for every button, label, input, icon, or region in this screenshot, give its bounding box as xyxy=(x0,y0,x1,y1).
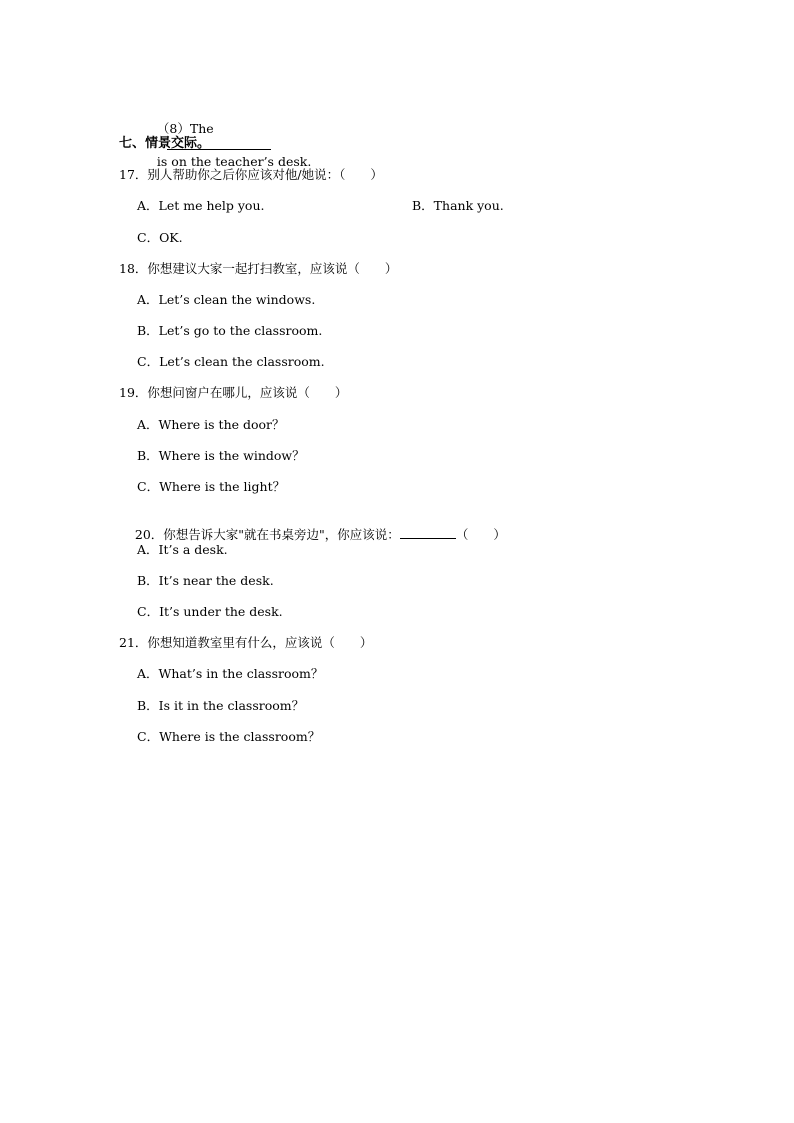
question-21-option-c: C．Where is the classroom？ xyxy=(137,729,321,744)
question-17-option-b: B．Thank you. xyxy=(412,198,504,213)
question-20-option-b: B．It’s near the desk. xyxy=(137,573,274,588)
question-17-option-a: A．Let me help you. xyxy=(137,198,265,213)
question-19-option-b: B．Where is the window？ xyxy=(137,448,305,463)
question-20-option-a: A．It’s a desk. xyxy=(137,542,228,557)
question-18-option-a: A．Let’s clean the windows. xyxy=(137,292,316,307)
question-17-option-c: C．OK. xyxy=(137,230,183,245)
question-20-stem-text: 20．你想告诉大家"就在书桌旁边"，你应该说： xyxy=(134,527,400,542)
fill-blank-suffix: is on the teacher’s desk. xyxy=(156,154,312,169)
question-20-stem-paren: （ ） xyxy=(455,527,506,542)
question-18-option-b: B．Let’s go to the classroom. xyxy=(137,323,323,338)
question-21-option-b: B．Is it in the classroom？ xyxy=(137,698,305,713)
question-19-option-a: A．Where is the door？ xyxy=(137,417,285,432)
question-18-stem: 18．你想建议大家一起打扫教室，应该说（ ） xyxy=(119,261,398,276)
question-19-option-c: C．Where is the light？ xyxy=(137,479,286,494)
question-21-stem: 21．你想知道教室里有什么，应该说（ ） xyxy=(119,635,373,650)
section-title: 七、情景交际。 xyxy=(119,136,211,151)
answer-blank-line xyxy=(400,526,456,539)
question-17-stem: 17．别人帮助你之后你应该对他/她说：（ ） xyxy=(119,167,383,182)
question-18-option-c: C．Let’s clean the classroom. xyxy=(137,354,325,369)
question-21-option-a: A．What’s in the classroom？ xyxy=(137,666,324,681)
fill-blank-prefix: （8）The xyxy=(156,121,214,136)
question-20-option-c: C．It’s under the desk. xyxy=(137,604,283,619)
question-19-stem: 19．你想问窗户在哪儿，应该说（ ） xyxy=(119,385,348,400)
